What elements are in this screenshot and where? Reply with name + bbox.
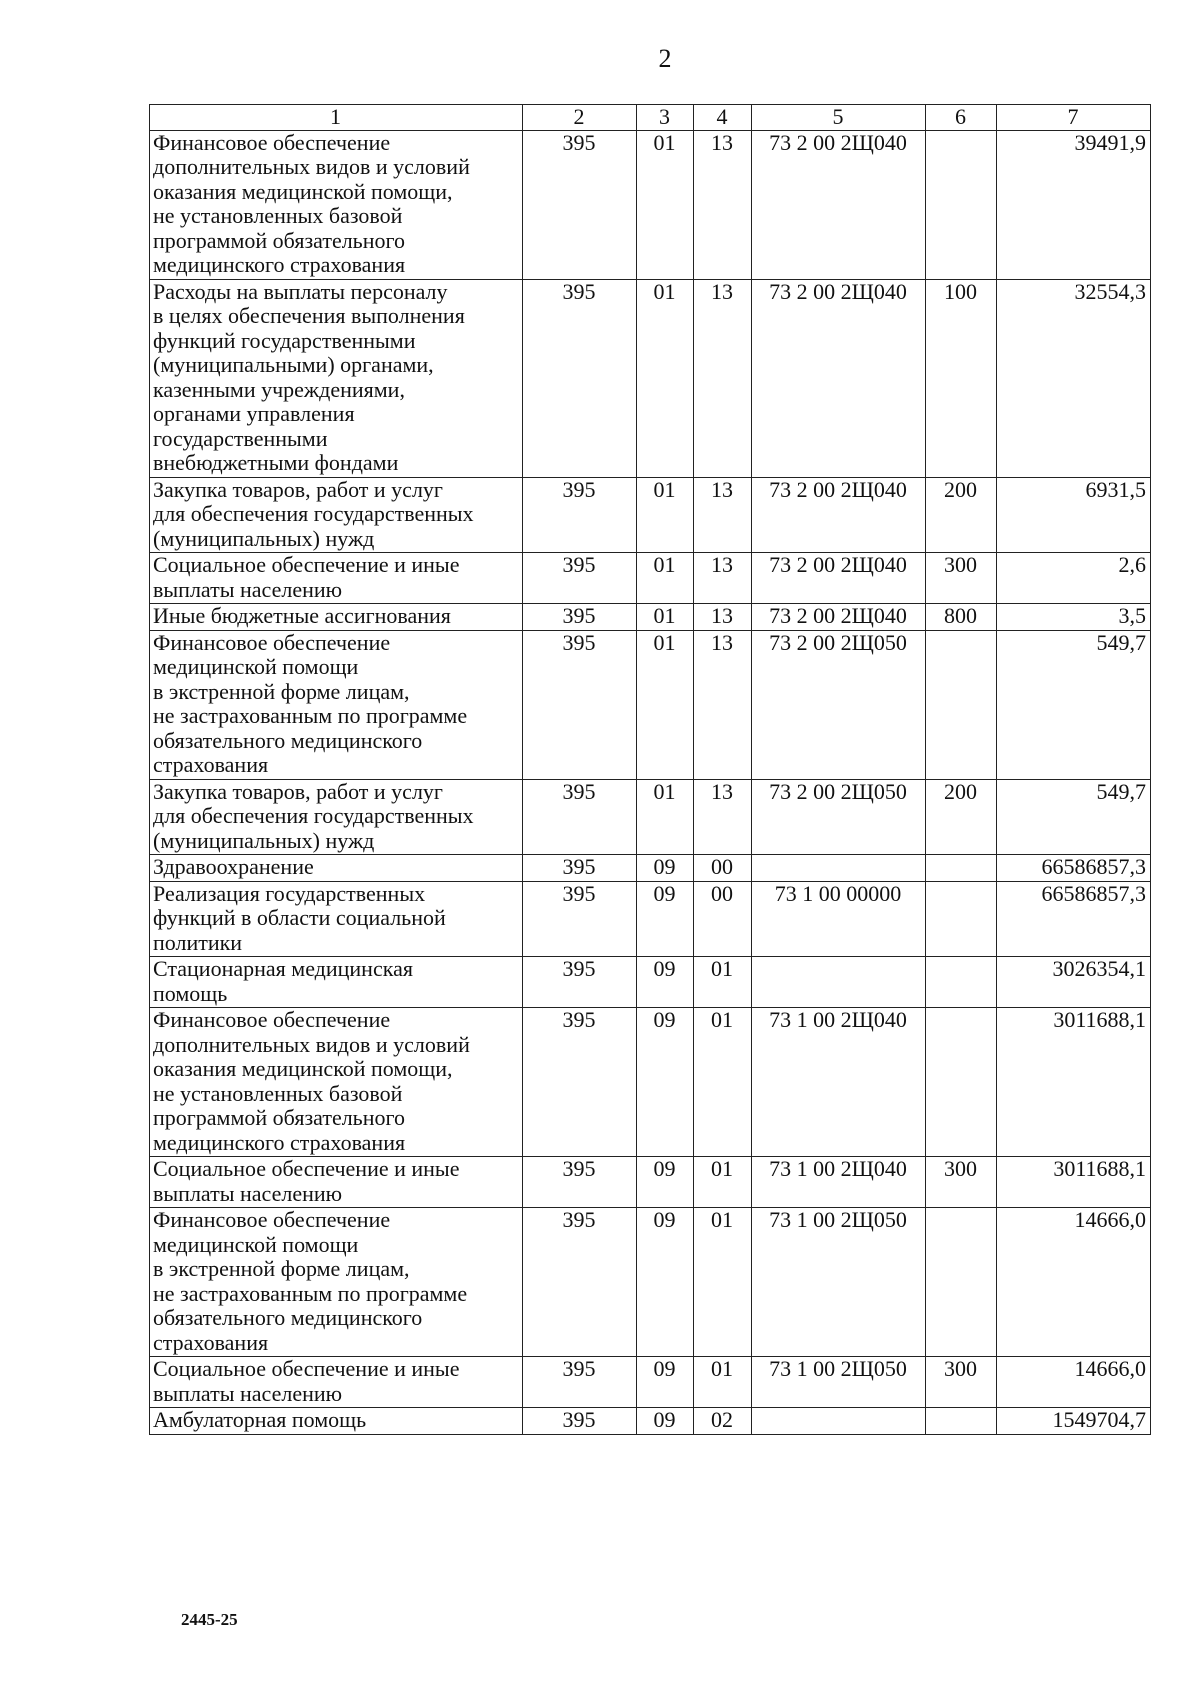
page-number: 2 [658, 44, 672, 73]
table-row [150, 855, 1151, 882]
cell-expense-type [926, 957, 997, 1008]
cell-subsection: 01 [694, 1157, 752, 1208]
table-row [150, 1357, 1151, 1408]
cell-amount: 3011688,1 [997, 1008, 1151, 1157]
cell-amount: 39491,9 [997, 130, 1151, 279]
table-row [150, 1157, 1151, 1208]
cell-amount: 3026354,1 [997, 957, 1151, 1008]
table-row [150, 630, 1151, 779]
cell-target-article: 73 1 00 2Щ040 [752, 1157, 926, 1208]
cell-subsection: 13 [694, 630, 752, 779]
cell-target-article [752, 957, 926, 1008]
cell-target-article: 73 2 00 2Щ040 [752, 604, 926, 631]
cell-section: 09 [637, 1408, 694, 1435]
cell-expense-type [926, 855, 997, 882]
cell-description: Иные бюджетные ассигнования [150, 604, 523, 631]
table-row [150, 130, 1151, 279]
cell-admin-code: 395 [523, 130, 637, 279]
cell-admin-code: 395 [523, 1157, 637, 1208]
cell-section: 09 [637, 1157, 694, 1208]
cell-section: 09 [637, 1008, 694, 1157]
table-row [150, 779, 1151, 855]
cell-admin-code: 395 [523, 477, 637, 553]
table-row [150, 957, 1151, 1008]
cell-target-article: 73 1 00 2Щ040 [752, 1008, 926, 1157]
cell-section: 09 [637, 1357, 694, 1408]
cell-amount: 3,5 [997, 604, 1151, 631]
cell-expense-type: 300 [926, 1357, 997, 1408]
cell-expense-type: 800 [926, 604, 997, 631]
table-row [150, 553, 1151, 604]
cell-section: 01 [637, 553, 694, 604]
cell-target-article [752, 855, 926, 882]
cell-section: 09 [637, 1208, 694, 1357]
cell-amount: 14666,0 [997, 1357, 1151, 1408]
header-col-3: 3 [637, 105, 694, 131]
cell-amount: 32554,3 [997, 279, 1151, 477]
cell-admin-code: 395 [523, 881, 637, 957]
cell-description: Амбулаторная помощь [150, 1408, 523, 1435]
cell-description: Финансовое обеспечение медицинской помощи в экстренной форме лицам, не застрахованным по программе обязательного медицинского страхования [150, 1208, 523, 1357]
cell-subsection: 02 [694, 1408, 752, 1435]
cell-subsection: 01 [694, 1008, 752, 1157]
cell-admin-code: 395 [523, 279, 637, 477]
cell-description: Социальное обеспечение и иные выплаты населению [150, 1157, 523, 1208]
cell-description: Стационарная медицинская помощь [150, 957, 523, 1008]
header-col-2: 2 [523, 105, 637, 131]
table-row [150, 279, 1151, 477]
cell-description: Финансовое обеспечение дополнительных видов и условий оказания медицинской помощи, не установленных базовой программой обязательного медицинского страхования [150, 1008, 523, 1157]
cell-expense-type: 200 [926, 779, 997, 855]
cell-description: Здравоохранение [150, 855, 523, 882]
cell-subsection: 00 [694, 855, 752, 882]
cell-admin-code: 395 [523, 1408, 637, 1435]
cell-target-article: 73 1 00 2Щ050 [752, 1208, 926, 1357]
cell-expense-type: 300 [926, 1157, 997, 1208]
header-col-7: 7 [997, 105, 1151, 131]
cell-section: 01 [637, 630, 694, 779]
cell-subsection: 13 [694, 779, 752, 855]
header-col-4: 4 [694, 105, 752, 131]
table-header [150, 105, 1151, 131]
table-row [150, 1208, 1151, 1357]
cell-subsection: 13 [694, 130, 752, 279]
table-row [150, 881, 1151, 957]
cell-admin-code: 395 [523, 855, 637, 882]
cell-target-article: 73 2 00 2Щ040 [752, 279, 926, 477]
cell-admin-code: 395 [523, 1208, 637, 1357]
cell-expense-type [926, 881, 997, 957]
cell-subsection: 13 [694, 604, 752, 631]
cell-section: 09 [637, 957, 694, 1008]
cell-section: 01 [637, 779, 694, 855]
cell-amount: 66586857,3 [997, 855, 1151, 882]
cell-target-article: 73 2 00 2Щ050 [752, 779, 926, 855]
header-row [150, 105, 1151, 131]
cell-description: Социальное обеспечение и иные выплаты населению [150, 1357, 523, 1408]
cell-expense-type [926, 630, 997, 779]
cell-target-article: 73 2 00 2Щ040 [752, 477, 926, 553]
cell-section: 09 [637, 855, 694, 882]
cell-description: Финансовое обеспечение дополнительных видов и условий оказания медицинской помощи, не установленных базовой программой обязательного медицинского страхования [150, 130, 523, 279]
cell-amount: 549,7 [997, 630, 1151, 779]
cell-description: Финансовое обеспечение медицинской помощи в экстренной форме лицам, не застрахованным по программе обязательного медицинского страхования [150, 630, 523, 779]
cell-admin-code: 395 [523, 604, 637, 631]
cell-admin-code: 395 [523, 630, 637, 779]
cell-subsection: 13 [694, 279, 752, 477]
cell-expense-type: 200 [926, 477, 997, 553]
cell-expense-type [926, 1208, 997, 1357]
cell-description: Закупка товаров, работ и услуг для обеспечения государственных (муниципальных) нужд [150, 779, 523, 855]
header-col-5: 5 [752, 105, 926, 131]
cell-expense-type [926, 1408, 997, 1435]
table-body [150, 130, 1151, 1434]
cell-target-article: 73 2 00 2Щ040 [752, 553, 926, 604]
cell-admin-code: 395 [523, 1008, 637, 1157]
cell-subsection: 13 [694, 477, 752, 553]
table-row [150, 1008, 1151, 1157]
cell-subsection: 00 [694, 881, 752, 957]
cell-target-article: 73 1 00 00000 [752, 881, 926, 957]
cell-target-article [752, 1408, 926, 1435]
cell-amount: 66586857,3 [997, 881, 1151, 957]
table-row [150, 1408, 1151, 1435]
cell-section: 01 [637, 130, 694, 279]
cell-amount: 1549704,7 [997, 1408, 1151, 1435]
cell-admin-code: 395 [523, 957, 637, 1008]
cell-section: 01 [637, 477, 694, 553]
cell-subsection: 01 [694, 957, 752, 1008]
cell-description: Расходы на выплаты персоналу в целях обеспечения выполнения функций государственными (муниципальными) органами, казенными учреждениями, органами управления государственными внебюджетными фондами [150, 279, 523, 477]
table-row [150, 477, 1151, 553]
cell-admin-code: 395 [523, 553, 637, 604]
cell-section: 09 [637, 881, 694, 957]
cell-amount: 2,6 [997, 553, 1151, 604]
cell-amount: 549,7 [997, 779, 1151, 855]
document-code: 2445-25 [181, 1610, 238, 1629]
cell-admin-code: 395 [523, 1357, 637, 1408]
cell-description: Реализация государственных функций в области социальной политики [150, 881, 523, 957]
header-col-6: 6 [926, 105, 997, 131]
cell-section: 01 [637, 279, 694, 477]
cell-subsection: 13 [694, 553, 752, 604]
cell-expense-type [926, 130, 997, 279]
table-row [150, 604, 1151, 631]
header-col-1: 1 [150, 105, 523, 131]
cell-admin-code: 395 [523, 779, 637, 855]
cell-target-article: 73 2 00 2Щ050 [752, 630, 926, 779]
cell-amount: 3011688,1 [997, 1157, 1151, 1208]
cell-description: Закупка товаров, работ и услуг для обеспечения государственных (муниципальных) нужд [150, 477, 523, 553]
cell-expense-type: 300 [926, 553, 997, 604]
cell-section: 01 [637, 604, 694, 631]
cell-subsection: 01 [694, 1208, 752, 1357]
cell-amount: 6931,5 [997, 477, 1151, 553]
cell-amount: 14666,0 [997, 1208, 1151, 1357]
cell-expense-type [926, 1008, 997, 1157]
budget-table [149, 104, 1151, 1435]
cell-target-article: 73 1 00 2Щ050 [752, 1357, 926, 1408]
cell-description: Социальное обеспечение и иные выплаты населению [150, 553, 523, 604]
cell-target-article: 73 2 00 2Щ040 [752, 130, 926, 279]
cell-subsection: 01 [694, 1357, 752, 1408]
cell-expense-type: 100 [926, 279, 997, 477]
